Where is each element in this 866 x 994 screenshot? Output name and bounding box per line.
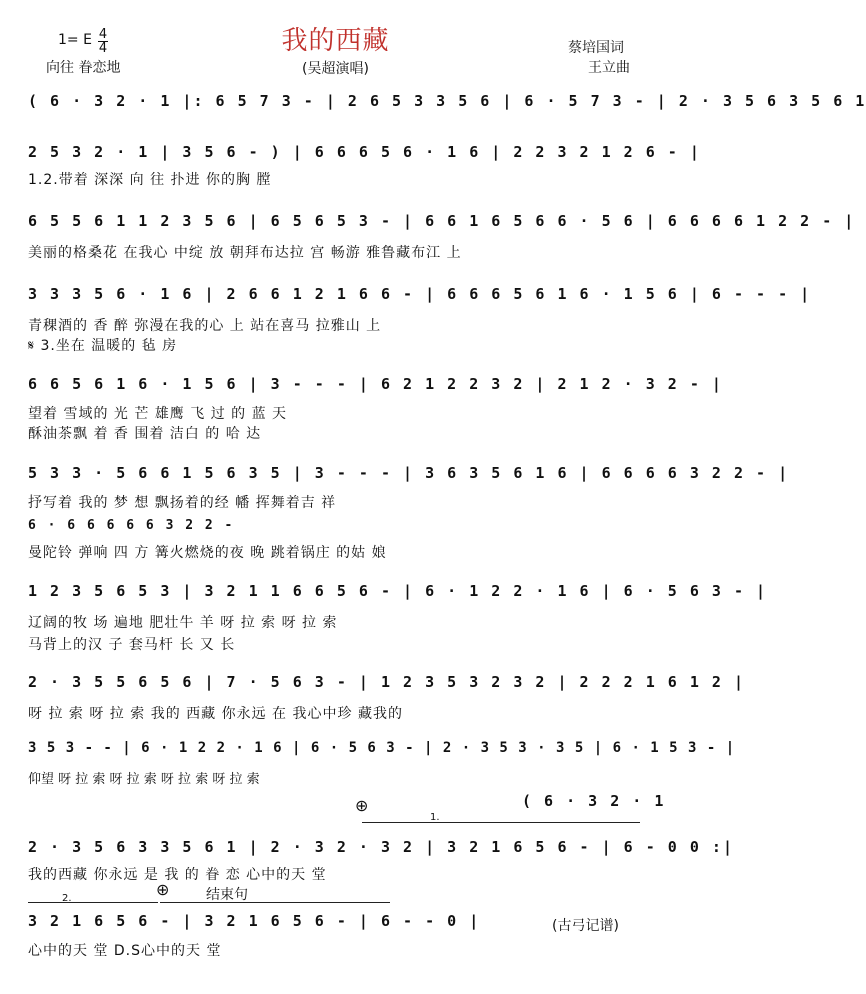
notation: 3 5 3 - - | 6 · 1 2 2 · 1 6 | 6 · 5 6 3 - | 2 · 3 5 3 · 3 5 | 6 · 1 5 3 - | xyxy=(28,740,736,756)
coda-label: 结束句 xyxy=(206,887,248,903)
coda-symbol: ⊕ xyxy=(355,796,369,815)
notation: 6 · 6 6 6 6 6 3 2 2 - xyxy=(28,518,235,533)
score-row-9 xyxy=(28,673,745,723)
notation: 1 2 3 5 6 5 3 | 3 2 1 1 6 6 5 6 - | 6 · 1 2 2 · 1 6 | 6 · 5 6 3 - | xyxy=(28,582,768,600)
ending-1-bracket xyxy=(362,822,640,823)
transcriber-credit: (古弓记谱) xyxy=(552,918,619,934)
lyric-line: 酥油茶飘 着 香 围着 洁白 的 哈 达 xyxy=(28,426,262,442)
notation: 6 6 5 6 1 6 · 1 5 6 | 3 - - - | 6 2 1 2 2 3 2 | 2 1 2 · 3 2 - | xyxy=(28,375,723,393)
key-signature: 1= E xyxy=(58,32,92,48)
score-row-7 xyxy=(28,518,648,568)
lyric-line: 仰望 呀 拉 索 呀 拉 索 呀 拉 索 呀 拉 索 xyxy=(28,772,260,787)
score-row-11 xyxy=(28,838,734,888)
ending-2-label: 2. xyxy=(62,893,72,904)
time-signature: 4 4 xyxy=(98,27,108,56)
score-row-3 xyxy=(28,212,856,262)
lyric-line: 1.2.带着 深深 向 往 扑进 你的胸 膛 xyxy=(28,172,272,188)
notation: 5 3 3 · 5 6 6 1 5 6 3 5 | 3 - - - | 3 6 3 5 6 1 6 | 6 6 6 6 3 2 2 - | xyxy=(28,464,790,482)
lyric-line: 𝄋 3.坐在 温暖的 毡 房 xyxy=(28,338,178,354)
lyric-line: 抒写着 我的 梦 想 飘扬着的经 幡 挥舞着吉 祥 xyxy=(28,495,337,511)
score-row-6 xyxy=(28,464,790,514)
notation: 3 3 3 5 6 · 1 6 | 2 6 6 1 2 1 6 6 - | 6 6 6 5 6 1 6 · 1 5 6 | 6 - - - | xyxy=(28,285,812,303)
lyric-line: 辽阔的牧 场 遍地 肥壮牛 羊 呀 拉 索 呀 拉 索 xyxy=(28,615,338,631)
lyric-line: 马背上的汉 子 套马杆 长 又 长 xyxy=(28,637,236,653)
lyric-line: 望着 雪域的 光 芒 雄鹰 飞 过 的 蓝 天 xyxy=(28,406,288,422)
lyricist: 蔡培国词 xyxy=(568,40,624,56)
notation: 3 2 1 6 5 6 - | 3 2 1 6 5 6 - | 6 - - 0 | xyxy=(28,912,481,930)
song-title: 我的西藏 xyxy=(281,26,390,56)
notation: 2 · 3 5 5 6 5 6 | 7 · 5 6 3 - | 1 2 3 5 3 2 3 2 | 2 2 2 1 6 1 2 | xyxy=(28,673,745,691)
singer: (吴超演唱) xyxy=(302,61,369,77)
coda-bracket xyxy=(160,902,390,903)
score-row-8 xyxy=(28,582,768,653)
lyric-line: 呀 拉 索 呀 拉 索 我的 西藏 你永远 在 我心中珍 藏我的 xyxy=(28,706,403,722)
ending-2-bracket xyxy=(28,902,158,903)
coda-symbol: ⊕ xyxy=(156,880,170,899)
notation: 6 5 5 6 1 1 2 3 5 6 | 6 5 6 5 3 - | 6 6 1 6 5 6 6 · 5 6 | 6 6 6 6 1 2 2 - | xyxy=(28,212,856,230)
score-row-5 xyxy=(28,375,723,445)
ending-1-label: 1. xyxy=(430,812,440,823)
intro-notation: ( 6 · 3 2 · 1 xyxy=(522,792,666,810)
lyric-line: 心中的天 堂 D.S心中的天 堂 xyxy=(28,943,222,959)
score-row-1 xyxy=(28,92,866,122)
lyric-line: 美丽的格桑花 在我心 中绽 放 朝拜布达拉 宫 畅游 雅鲁藏布江 上 xyxy=(28,245,462,261)
notation: 2 5 3 2 · 1 | 3 5 6 - ) | 6 6 6 5 6 · 1 6 | 2 2 3 2 1 2 6 - | xyxy=(28,143,701,161)
tempo-expression: 向往 眷恋地 xyxy=(46,60,121,76)
score-row-2 xyxy=(28,143,701,193)
notation: 2 · 3 5 6 3 3 5 6 1 | 2 · 3 2 · 3 2 | 3 2 1 6 5 6 - | 6 - 0 0 :| xyxy=(28,838,734,856)
score-row-10 xyxy=(28,740,736,790)
lyric-line: 曼陀铃 弹响 四 方 篝火燃烧的夜 晚 跳着锅庄 的姑 娘 xyxy=(28,545,387,561)
composer: 王立曲 xyxy=(588,60,630,76)
score-row-4 xyxy=(28,285,812,355)
notation: ( 6 · 3 2 · 1 |: 6 5 7 3 - | 2 6 5 3 3 5 6 | 6 · 5 7 3 - | 2 · 3 5 6 3 5 6 1 xyxy=(28,92,866,110)
lyric-line: 青稞酒的 香 醉 弥漫在我的心 上 站在喜马 拉雅山 上 xyxy=(28,318,382,334)
lyric-line: 我的西藏 你永远 是 我 的 眷 恋 心中的天 堂 xyxy=(28,867,327,883)
